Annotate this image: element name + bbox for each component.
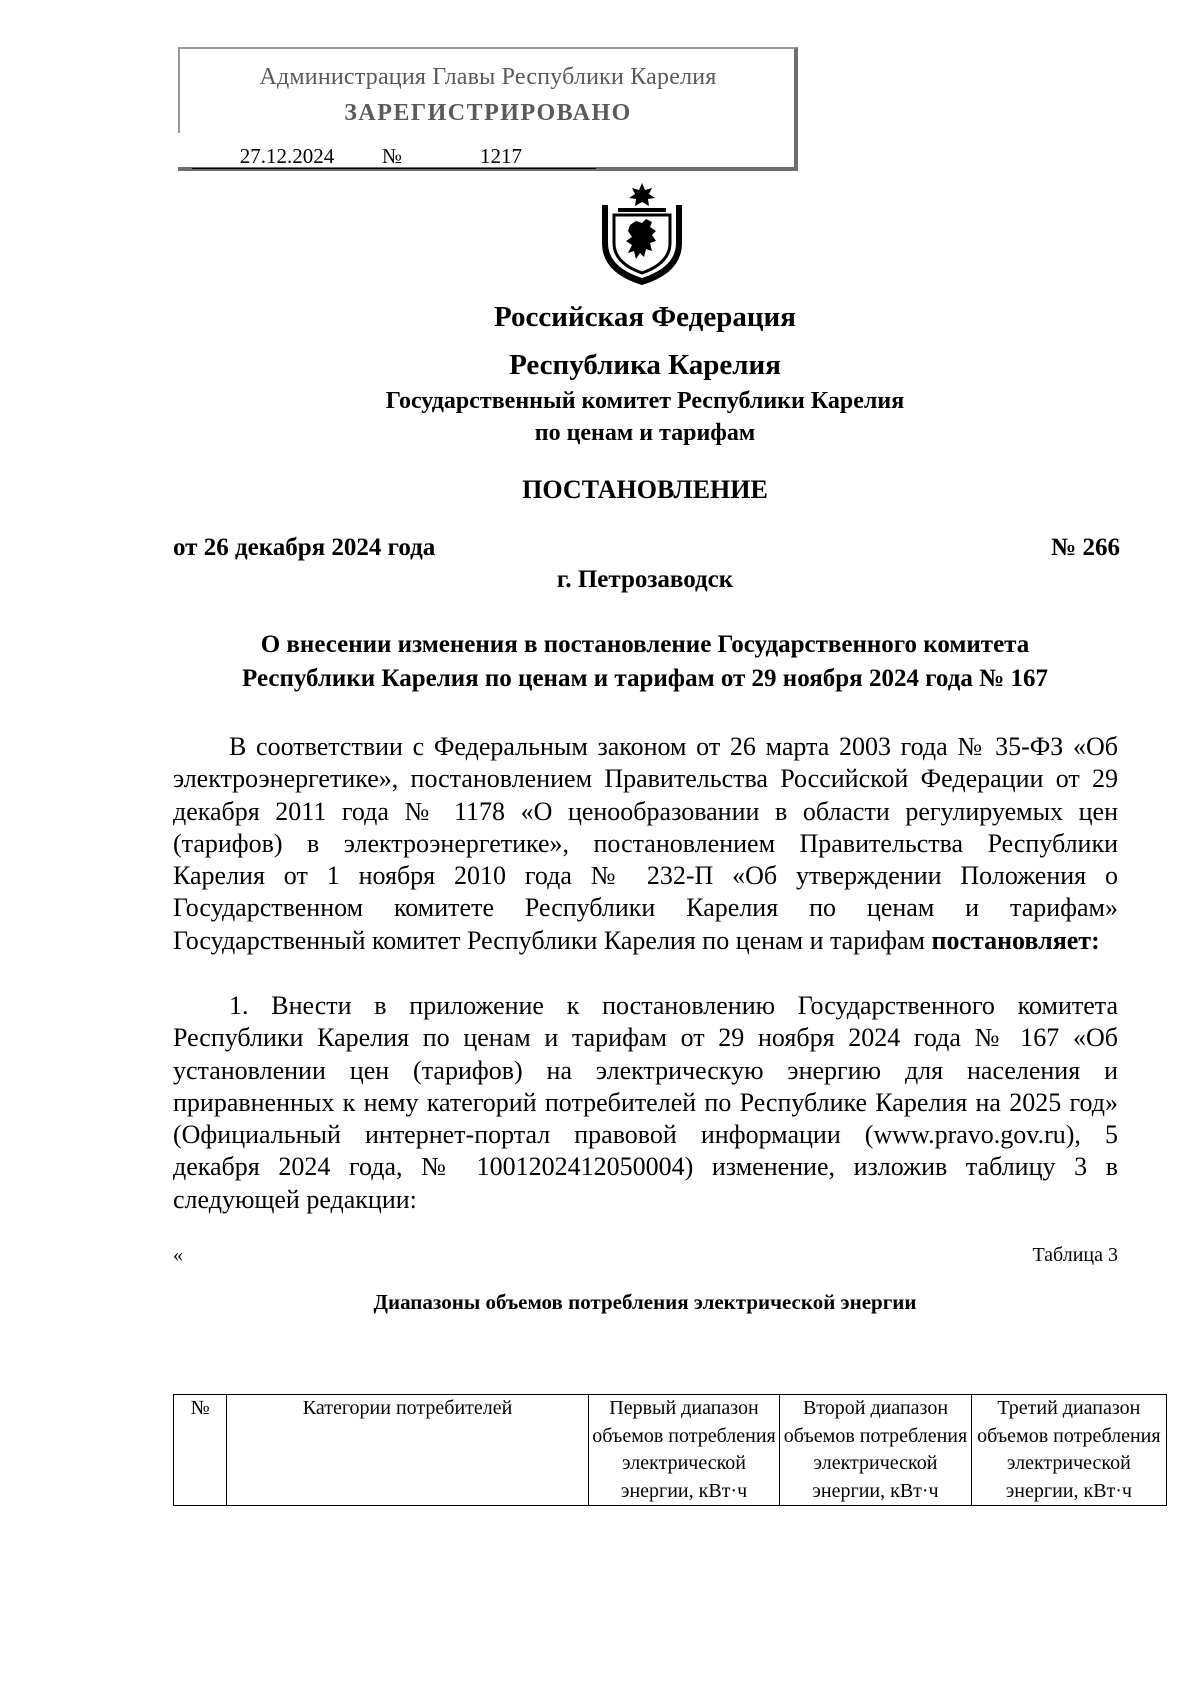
preamble-text: В соответствии с Федеральным законом от 26 марта 2003 года № 35-ФЗ «Об электроэнергетике», постановлением Правительства Российской Федерации от 29 декабря 2011 года № 1178 «О ценообразовании в области регулируемых цен (тарифов) в электроэнергетике», постановлением Правительства Республики Карелия от 1 ноября 2010 года № 232-П «Об утверждении Положения о Государственном комитете Республики Карелия по ценам и тарифам» Государственный комитет Республики Карелия по ценам и тарифам	[173, 732, 1118, 955]
document-city: г. Петрозаводск	[556, 566, 734, 593]
karelia-coat-of-arms-icon	[596, 181, 688, 287]
republic-heading: Республика Карелия	[509, 349, 781, 381]
document-date: от 26 декабря 2024 года	[173, 534, 436, 561]
column-header-second-range: Второй диапазон объемов потребления электрической энергии, кВт·ч	[780, 1395, 971, 1506]
table-header-row	[174, 1395, 1167, 1506]
item-1-text: 1. Внести в приложение к постановлению Государственного комитета Республики Карелия по ценам и тарифам от 29 ноября 2024 года № 167 «Об установлении цен (тарифов) на электрическую энергию для населения и приравненных к нему категорий потребителей по Республике Карелия на 2025 год» (Официальный интернет-портал правовой информации (www.pravo.gov.ru), 5 декабря 2024 года, № 1001202412050004) изменение, изложив таблицу 3 в следующей редакции:	[173, 991, 1118, 1214]
document-type: ПОСТАНОВЛЕНИЕ	[522, 475, 768, 504]
preamble-paragraph	[173, 731, 1118, 957]
table-label: Таблица 3	[1032, 1244, 1118, 1266]
registration-number-sign: №	[382, 144, 406, 169]
column-header-third-range: Третий диапазон объемов потребления электрической энергии, кВт·ч	[971, 1395, 1166, 1506]
consumption-ranges-table	[173, 1394, 1167, 1506]
column-header-first-range: Первый диапазон объемов потребления электрической энергии, кВт·ч	[588, 1395, 779, 1506]
country-heading: Российская Федерация	[494, 301, 796, 333]
stamp-status: ЗАРЕГИСТРИРОВАНО	[344, 100, 632, 126]
column-header-number: №	[174, 1395, 227, 1506]
item-1-paragraph	[173, 990, 1118, 1216]
stamp-organization: Администрация Главы Республики Карелия	[259, 64, 717, 90]
table-open-quote: «	[173, 1244, 183, 1266]
column-header-categories: Категории потребителей	[227, 1395, 588, 1506]
registration-number: 1217	[406, 144, 596, 169]
resolves-word: постановляет:	[931, 925, 1100, 955]
document-title-line2: Республики Карелия по ценам и тарифам от 29 ноября 2024 года № 167	[242, 665, 1048, 692]
committee-heading-line2: по ценам и тарифам	[534, 420, 756, 446]
table-title: Диапазоны объемов потребления электрической энергии	[373, 1290, 917, 1314]
registration-date: 27.12.2024	[192, 144, 382, 169]
document-title-line1: О внесении изменения в постановление Государственного комитета	[260, 631, 1030, 658]
document-number: № 266	[1051, 534, 1120, 561]
committee-heading-line1: Государственный комитет Республики Карелия	[385, 388, 905, 414]
